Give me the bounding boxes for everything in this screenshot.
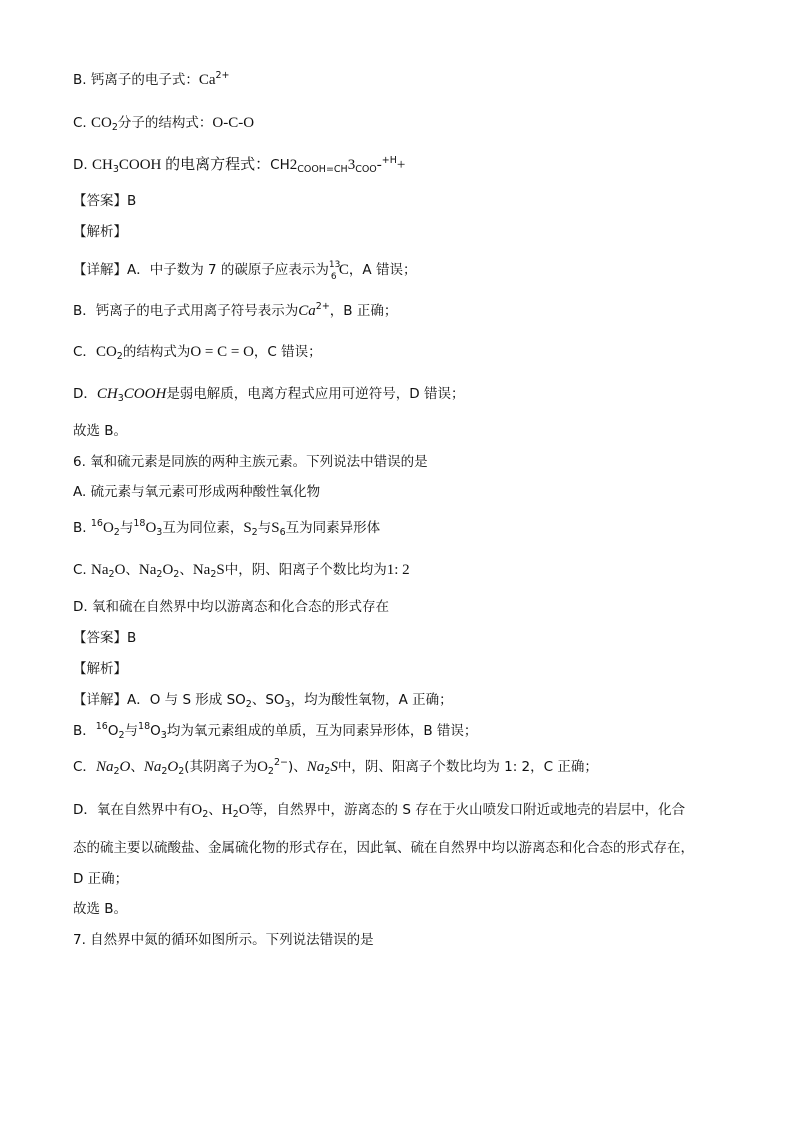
option-b-q5: B. 钙离子的电子式：$Ca^{2+}$ [73,70,230,88]
isotope-notation: 13 6 [328,260,341,282]
detail-c-q6: C．$Na_2O$、$Na_2O_2$(其阴离子为$O_2^{2-}$)、$Na_2S$中，阴、阳离子个数比均为 1: 2，C 正确； [73,757,598,777]
option-b-q6: B. $^{16}O_2$与$^{18}O_3$互为同位素，$S_2$与$S_6$互为同素异形体 [73,518,381,538]
detail-d-q6-line1: D．氧在自然界中有$O_2$、$H_2O$等，自然界中，游离态的 S 存在于火山喷发口附近或地壳的岩层中，化合 [73,802,686,820]
detail-d-q6-line3: D 正确； [73,871,129,887]
option-d-q6: D. 氧和硫在自然界中均以游离态和化合态的形式存在 [73,599,389,615]
detail-d-q5: D．$CH_3COOH$是弱电解质，电离方程式应用可逆符号，D 错误； [73,386,465,404]
option-d-q5: D. $CH_3COOH$ 的电离方程式：$CH2_{COOH=CH}3_{COO}-^{+H}+$ [73,155,406,175]
detail-c-q5: C．$CO_2$的结构式为O = C = O，C 错误； [73,344,322,362]
analysis-heading-q6: 【解析】 [73,661,127,677]
question-7-title: 7. 自然界中氮的循环如图所示。下列说法错误的是 [73,932,374,948]
answer-q6: 【答案】B [73,630,137,646]
option-a-q6: A. 硫元素与氧元素可形成两种酸性氧化物 [73,484,321,500]
conclusion-q6: 故选 B。 [73,901,128,917]
conclusion-q5: 故选 B。 [73,423,128,439]
detail-b-q5: B．钙离子的电子式用离子符号表示为$Ca^{2+}$，B 正确； [73,301,398,319]
analysis-heading-q5: 【解析】 [73,224,127,240]
answer-q5: 【答案】B [73,193,137,209]
option-c-q5: C. $CO_2$分子的结构式：O-C-O [73,115,255,133]
question-6-title: 6. 氧和硫元素是同族的两种主族元素。下列说法中错误的是 [73,454,428,470]
option-c-q6: C. $Na_2O$、$Na_2O_2$、$Na_2S$中，阴、阳离子个数比均为1: 2 [73,562,410,580]
detail-d-q6-line2: 态的硫主要以硫酸盐、金属硫化物的形式存在，因此氧、硫在自然界中均以游离态和化合态的形式存在， [73,840,694,856]
detail-b-q6: B．$^{16}O_2$与$^{18}O_3$均为氧元素组成的单质，互为同素异形体，B 错误； [73,721,478,741]
detail-a-q6: 【详解】A．O 与 S 形成 $SO_2$、$SO_3$，均为酸性氧物，A 正确； [73,692,453,710]
detail-a-q5: 【详解】A．中子数为 7 的碳原子应表示为 13 6 C，A 错误； [73,260,417,282]
